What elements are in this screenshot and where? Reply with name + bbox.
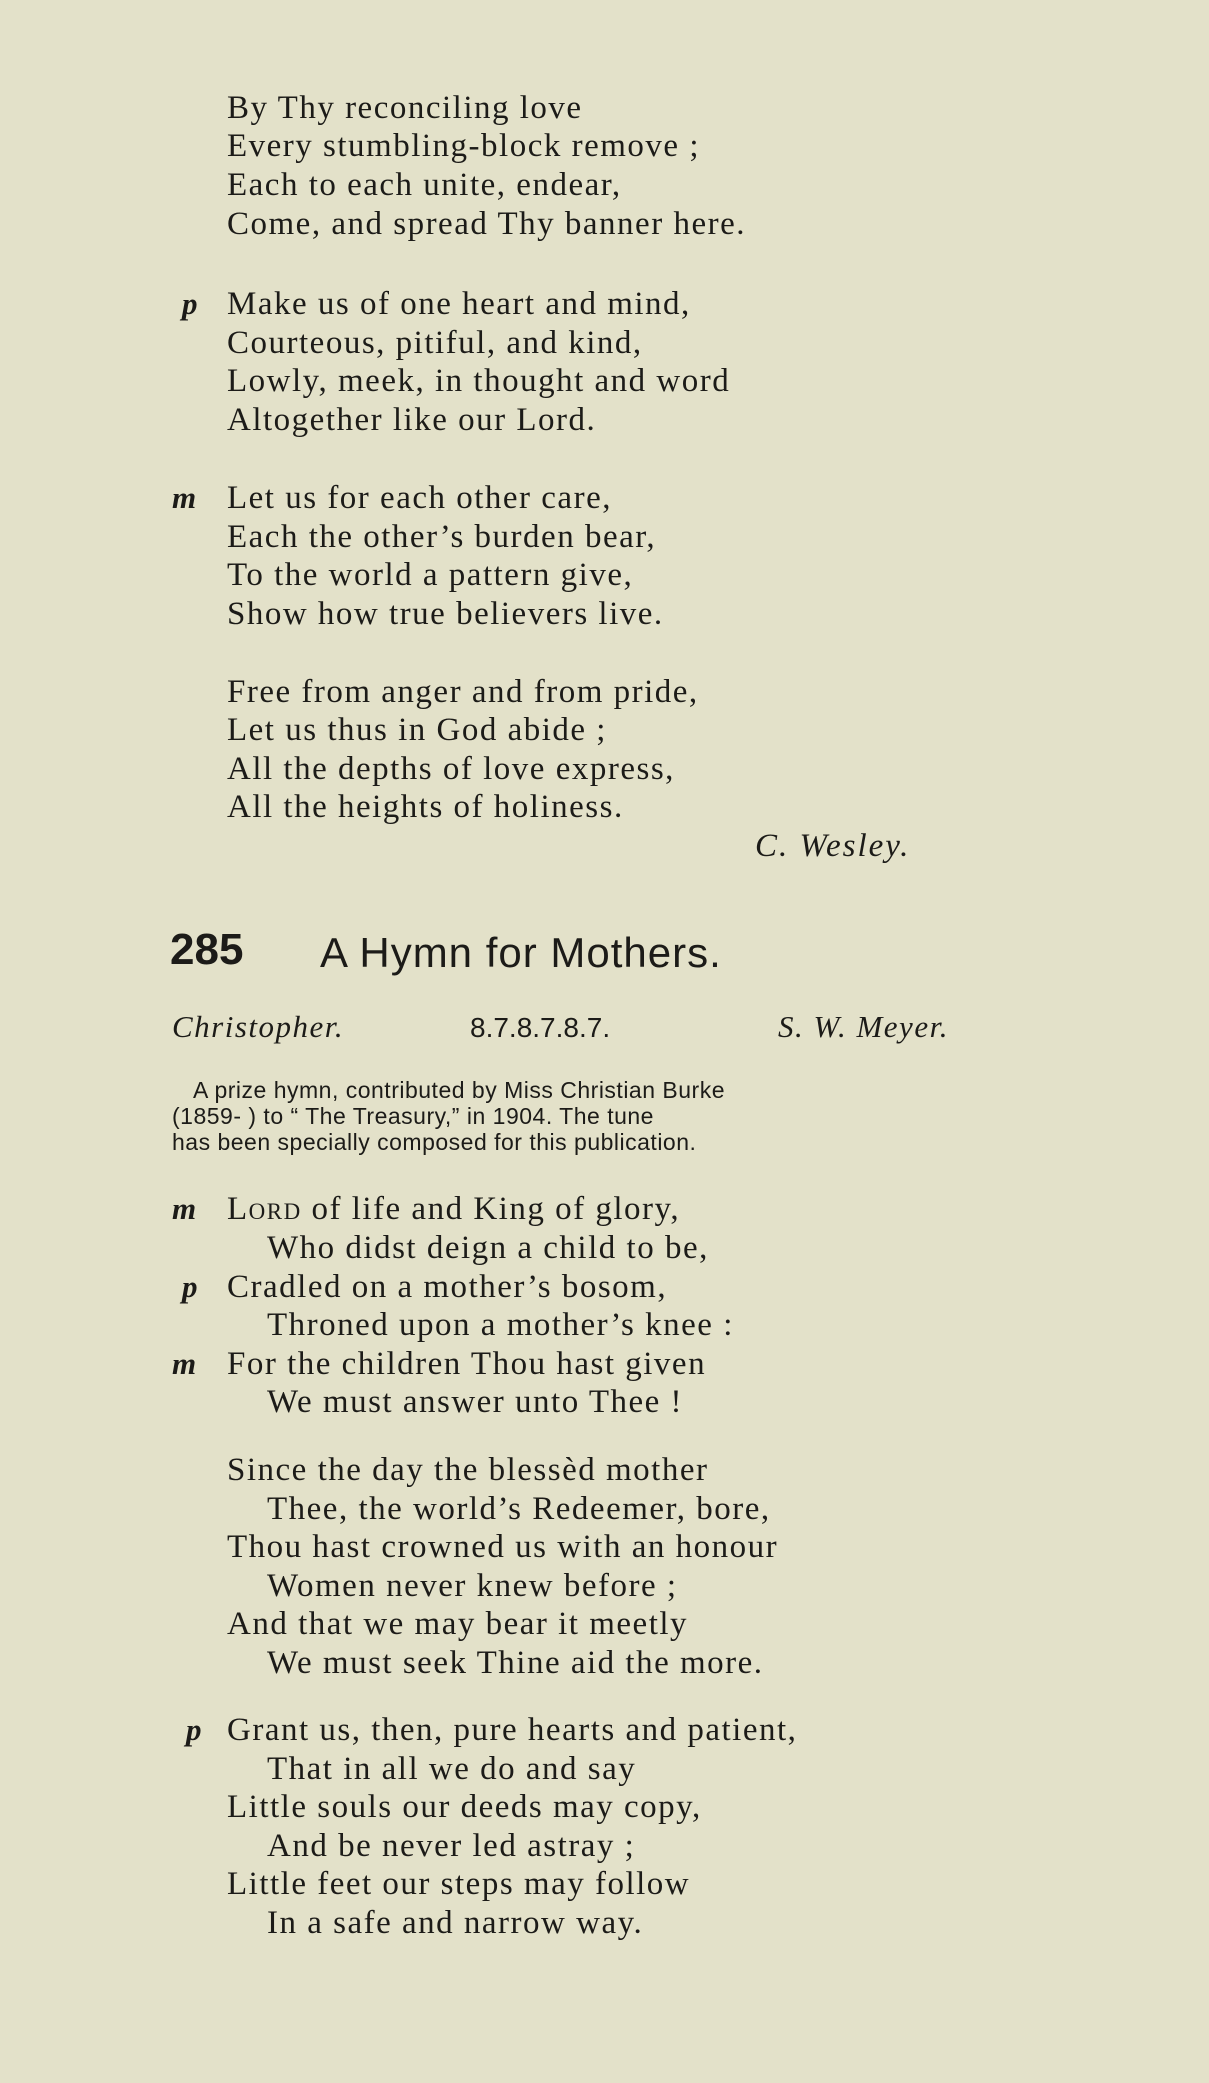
verse-line: Altogether like our Lord.	[227, 402, 597, 438]
tune-name: Christopher.	[172, 1009, 345, 1044]
hymn-note-line: A prize hymn, contributed by Miss Christian Burke	[193, 1077, 725, 1103]
hymn-note-line: (1859- ) to “ The Treasury,” in 1904. The tune	[172, 1103, 654, 1129]
verse-line: Lowly, meek, in thought and word	[227, 363, 731, 399]
verse-line: Show how true believers live.	[227, 596, 664, 632]
verse-line: Every stumbling-block remove ;	[227, 128, 700, 164]
verse-line: Women never knew before ;	[267, 1568, 678, 1604]
verse-line: We must seek Thine aid the more.	[267, 1645, 764, 1681]
verse-line: Thou hast crowned us with an honour	[227, 1529, 779, 1565]
hymn-title: A Hymn for Mothers.	[320, 929, 722, 976]
verse-line: We must answer unto Thee !	[267, 1384, 684, 1420]
verse-line: In a safe and narrow way.	[267, 1905, 644, 1941]
verse-line: That in all we do and say	[267, 1751, 637, 1787]
verse-line: Let us for each other care,	[227, 480, 612, 516]
verse-line: For the children Thou hast given	[227, 1346, 707, 1382]
dynamic-mark: p	[186, 1712, 202, 1747]
verse-line-rest: of life and King of glory,	[301, 1191, 681, 1227]
verse-line	[227, 1190, 680, 1228]
verse-line: Each the other’s burden bear,	[227, 519, 657, 555]
hymn-number: 285	[170, 925, 244, 974]
verse-line: Since the day the blessèd mother	[227, 1452, 709, 1488]
dynamic-mark: m	[172, 480, 197, 515]
verse-line: And that we may bear it meetly	[227, 1606, 689, 1642]
verse-line: All the heights of holiness.	[227, 789, 624, 825]
verse-line: Throned upon a mother’s knee :	[267, 1307, 734, 1343]
dynamic-mark: p	[182, 286, 198, 321]
meter: 8.7.8.7.8.7.	[470, 1012, 611, 1043]
author-attribution: C. Wesley.	[755, 828, 911, 864]
verse-line: Make us of one heart and mind,	[227, 286, 691, 322]
verse-line: Little souls our deeds may copy,	[227, 1789, 702, 1825]
verse-line: Free from anger and from pride,	[227, 674, 699, 710]
dynamic-mark: m	[172, 1346, 197, 1381]
verse-line: Cradled on a mother’s bosom,	[227, 1269, 668, 1305]
verse-line: Courteous, pitiful, and kind,	[227, 325, 643, 361]
verse-line: Each to each unite, endear,	[227, 167, 622, 203]
verse-line: All the depths of love express,	[227, 751, 675, 787]
hymn-note-line: has been specially composed for this publication.	[172, 1129, 697, 1155]
verse-line: Who didst deign a child to be,	[267, 1230, 709, 1266]
dynamic-mark: m	[172, 1191, 197, 1226]
verse-line: To the world a pattern give,	[227, 557, 634, 593]
verse-line: And be never led astray ;	[267, 1828, 636, 1864]
verse-line: Little feet our steps may follow	[227, 1866, 691, 1902]
dynamic-mark: p	[182, 1269, 198, 1304]
verse-line: Let us thus in God abide ;	[227, 712, 607, 748]
verse-line: Thee, the world’s Redeemer, bore,	[267, 1491, 771, 1527]
verse-line: Come, and spread Thy banner here.	[227, 206, 746, 242]
composer: S. W. Meyer.	[778, 1009, 949, 1044]
first-word: Lord	[227, 1191, 302, 1227]
verse-line: By Thy reconciling love	[227, 90, 583, 126]
verse-line: Grant us, then, pure hearts and patient,	[227, 1712, 798, 1748]
